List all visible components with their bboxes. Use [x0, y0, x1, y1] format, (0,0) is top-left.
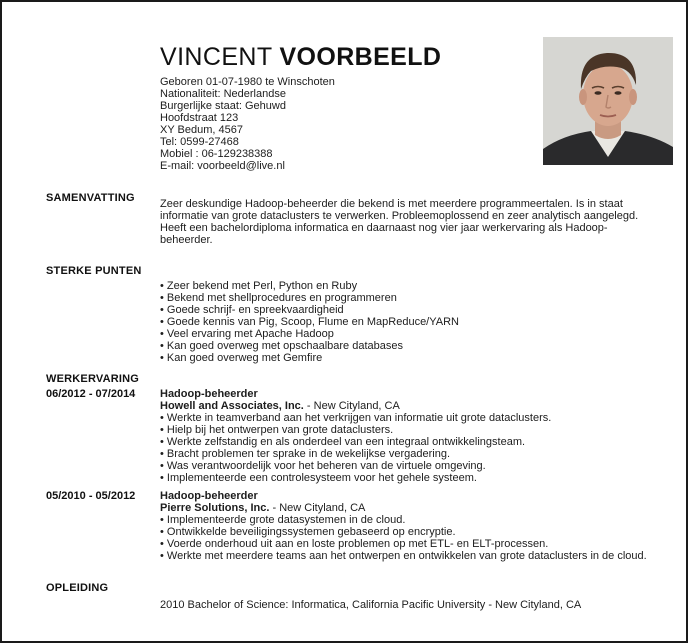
job-1-employer	[160, 400, 660, 412]
resume-header	[160, 44, 540, 172]
candidate-name	[160, 44, 540, 70]
job-1-dates: 06/2012 - 07/2014	[46, 388, 136, 400]
summary-text-block	[160, 198, 660, 246]
education-text: 2010 Bachelor of Science: Informatica, California Pacific University - New Cityland, CA	[160, 599, 582, 611]
job-1-company: Howell and Associates, Inc.	[160, 400, 304, 412]
list-item: • Werkte in teamverband aan het verkrijgen van informatie uit grote dataclusters.	[160, 412, 660, 424]
contact-nationality: Nationaliteit: Nederlandse	[160, 88, 286, 100]
portrait-image	[543, 37, 673, 165]
list-item: • Hielp bij het ontwerpen van grote dataclusters.	[160, 424, 660, 436]
list-item: • Werkte met meerdere teams aan het ontwerpen en ontwikkelen van grote dataclusters in de cloud.	[160, 550, 660, 562]
section-title-experience: WERKERVARING	[46, 373, 140, 385]
job-2-duties	[160, 514, 660, 562]
job-2-company: Pierre Solutions, Inc.	[160, 502, 270, 514]
section-title-education: OPLEIDING	[46, 582, 109, 594]
strengths-block	[160, 280, 660, 364]
job-1-duties	[160, 412, 660, 484]
list-item: • Kan goed overweg met opschaalbare databases	[160, 340, 660, 352]
contact-phone: Tel: 0599-27468	[160, 136, 239, 148]
list-item: • Implementeerde een controlesysteem voor het gehele systeem.	[160, 472, 660, 484]
contact-marital-status: Burgerlijke staat: Gehuwd	[160, 100, 286, 112]
last-name: VOORBEELD	[279, 43, 442, 71]
list-item: • Bracht problemen ter sprake in de wekelijkse vergadering.	[160, 448, 660, 460]
section-title-summary: SAMENVATTING	[46, 192, 135, 204]
job-2-dates: 05/2010 - 05/2012	[46, 490, 136, 502]
contact-email: E-mail: voorbeeld@live.nl	[160, 160, 285, 172]
list-item: • Zeer bekend met Perl, Python en Ruby	[160, 280, 660, 292]
job-1-block	[160, 388, 660, 484]
contact-details	[160, 76, 540, 172]
list-item: • Was verantwoordelijk voor het beheren van de virtuele omgeving.	[160, 460, 660, 472]
list-item: • Veel ervaring met Apache Hadoop	[160, 328, 660, 340]
list-item: • Ontwikkelde beveiligingssystemen gebaseerd op encryptie.	[160, 526, 660, 538]
job-2-block	[160, 490, 660, 562]
list-item: • Kan goed overweg met Gemfire	[160, 352, 660, 364]
list-item: • Implementeerde grote datasystemen in de cloud.	[160, 514, 660, 526]
contact-postal: XY Bedum, 4567	[160, 124, 243, 136]
education-block	[160, 599, 660, 611]
section-title-strengths: STERKE PUNTEN	[46, 265, 142, 277]
contact-birth: Geboren 01-07-1980 te Winschoten	[160, 76, 335, 88]
list-item: • Bekend met shellprocedures en programmeren	[160, 292, 660, 304]
list-item: • Voerde onderhoud uit aan en loste problemen op met ETL- en ELT-processen.	[160, 538, 660, 550]
list-item: • Goede kennis van Pig, Scoop, Flume en MapReduce/YARN	[160, 316, 660, 328]
list-item: • Goede schrijf- en spreekvaardigheid	[160, 304, 660, 316]
job-2-employer	[160, 502, 660, 514]
summary-text: Zeer deskundige Hadoop-beheerder die bekend is met meerdere programmeertalen. Is in staat informatie van grote dataclusters te verwerken. Probleemoplossend en zeer analytisch aangelegd. Heeft een bachelordiploma informatica en daarnaast nog vier jaar werkervaring als Hadoop-beheerder.	[160, 198, 639, 246]
contact-street: Hoofdstraat 123	[160, 112, 239, 124]
list-item: • Werkte zelfstandig en als onderdeel van een integraal ontwikkelingsteam.	[160, 436, 660, 448]
job-1-title: Hadoop-beheerder	[160, 388, 258, 400]
strengths-list	[160, 280, 660, 364]
job-1-location: - New Cityland, CA	[303, 400, 400, 412]
contact-mobile: Mobiel : 06-129238388	[160, 148, 273, 160]
profile-photo	[543, 37, 673, 165]
job-2-title: Hadoop-beheerder	[160, 490, 258, 502]
first-name: VINCENT	[160, 43, 273, 71]
job-2-location: - New Cityland, CA	[269, 502, 366, 514]
